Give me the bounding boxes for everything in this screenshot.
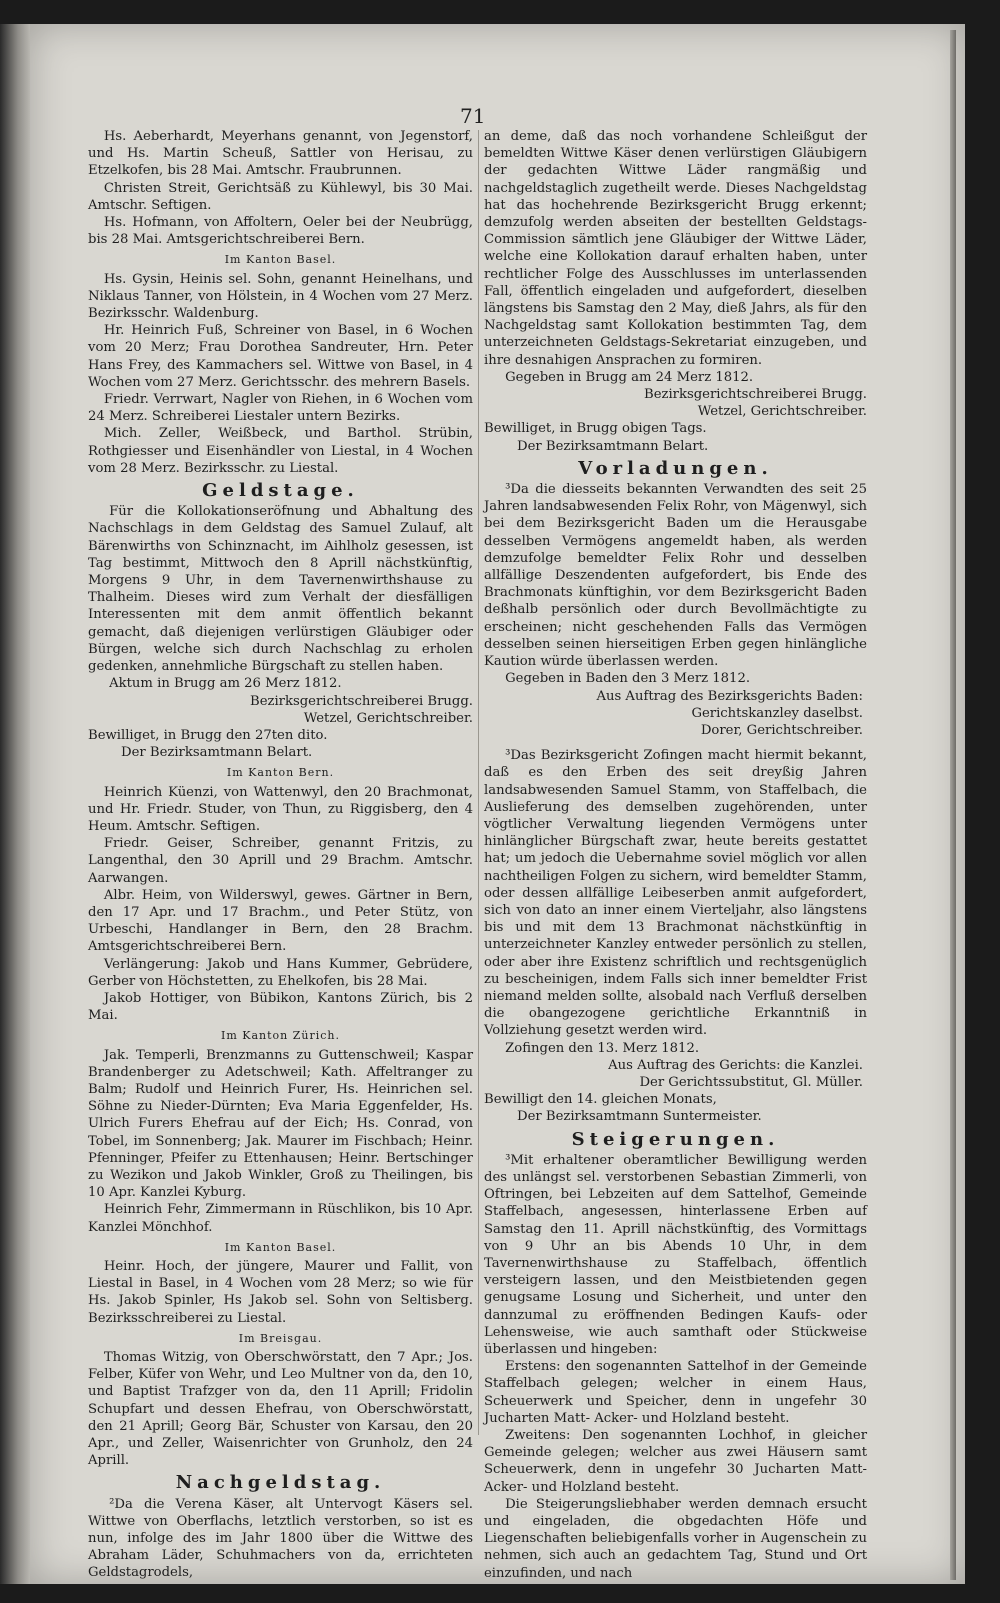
notice-paragraph: Aktum in Brugg am 26 Merz 1812. [109, 676, 342, 692]
notice-paragraph: ³Mit erhaltener oberamtlicher Bewilligung werden des unlängst sel. verstorbenen Sebastian Zimmerli, von Oftringen, bei Lebzeiten auf dem Sattelhof, Gemeinde Staffelbach, angesessen, hinterlassene Erben auf Samstag den 11. Aprill nächstkünftig, des Vormittags von 9 Uhr an bis Abends 10 Uhr, in dem Tavernenwirthshause zu Staffelbach, öffentlich versteigern lassen, und den Meistbietenden gegen genugsame Losung und Sicherheit, und unter den dannzumal zu eröffnenden Bedingen Kaufs- oder Lehensweise, wie auch samthaft oder Stückweise überlassen und hingeben: [484, 1152, 867, 1358]
notice-paragraph: Erstens: den sogenannten Sattelhof in der Gemeinde Staffelbach gelegen; welcher in einem Haus, Scheuerwerk und Speicher, denn in ungefehr 30 Jucharten Matt- Acker- und Holzland besteht. [484, 1359, 867, 1426]
notice-entry: Jakob Hottiger, von Bübikon, Kantons Zürich, bis 2 Mai. [88, 990, 473, 1024]
official-line: Der Bezirksamtmann Suntermeister. [517, 1109, 762, 1125]
signature-line: Wetzel, Gerichtschreiber. [697, 404, 867, 420]
signature-line: Aus Auftrag des Bezirksgerichts Baden: [596, 688, 863, 704]
notice-entry: Friedr. Geiser, Schreiber, genannt Fritzis, zu Langenthal, den 30 Aprill und 29 Brachm. Amtschr. Aarwangen. [88, 836, 473, 886]
notice-entry: Christen Streit, Gerichtsäß zu Kühlewyl, bis 30 Mai. Amtschr. Seftigen. [88, 180, 473, 213]
official-line: Der Bezirksamtmann Belart. [517, 438, 709, 454]
notice-paragraph: Zofingen den 13. Merz 1812. [505, 1040, 700, 1056]
section-heading: Nachgeldstag. [175, 1472, 386, 1494]
signature-line: Der Gerichtssubstitut, Gl. Müller. [639, 1074, 863, 1090]
canton-subheading: Im Breisgau. [238, 1331, 323, 1345]
notice-entry: Albr. Heim, von Wilderswyl, gewes. Gärtner in Bern, den 17 Apr. und 17 Brachm., und Peter Stütz, von Urbeschi, Handlanger in Bern, den 28 Brachm. Amtsgerichtschreiberei Bern. [88, 887, 473, 955]
signature-line: Bezirksgerichtschreiberei Brugg. [644, 387, 867, 403]
signature-line: Aus Auftrag des Gerichts: die Kanzlei. [608, 1057, 863, 1073]
notice-paragraph: ²Da die Verena Käser, alt Untervogt Käsers sel. Wittwe von Oberflachs, letztlich verstorben, so ist es nun, infolge des im Jahr 1800 über die Wittwe des Abraham Läder, Schuhmachers von da, errichteten Geldstagrodels, [88, 1496, 473, 1581]
notice-line: an deme, daß das noch vorhandene Schleißgut der bemeldten Wittwe Käser denen verlürstigen Gläubigern der gedachten Wittwe Läder rangmäßig und nachgeldstaglich zugetheilt werde. Dieses Nachgeldstag hat das hochehrende Bezirksgericht Brugg erkennt; demzufolg werden abseiten der bestellten Geldstags-Commission sämtlich jene Gläubiger der Wittwe Läder, welche eine Kollokation darauf erhalten haben, unter rechtlicher Folge des Ausschlusses im unterlassenden Fall, öffentlich eingeladen und aufgefordert, dieselben längstens bis Samstag den 2 May, dieß Jahrs, als für den Nachgeldstag samt Kollokation bestimmten Tag, dem unterzeichneten Geldstags-Sekretariat einzugeben, und ihre desnahigen Ansprachen zu formiren. [484, 129, 867, 368]
notice-entry: Friedr. Verrwart, Nagler von Riehen, in 6 Wochen vom 24 Merz. Schreiberei Liestaler untern Bezirks. [88, 392, 473, 425]
signature-line: Dorer, Gerichtschreiber. [700, 722, 863, 738]
notice-paragraph: Für die Kollokationseröfnung und Abhaltung des Nachschlags in dem Geldstag des Samuel Zulauf, alt Bärenwirths von Schinznacht, im Aihlholz gesessen, ist Tag bestimmt, Mittwoch den 8 Aprill nächstkünftig, Morgens 9 Uhr, in dem Tavernenwirthshause zu Thalheim. Dieses wird zum Verhalt der diesfälligen Interessenten mit dem anmit öffentlich bekannt gemacht, daß diejenigen verlürstigen Gläubiger oder Bürgen, welche sich durch Nachschlag zu erholen gedenken, annehmliche Bürgschaft zu stellen haben. [88, 504, 473, 675]
notice-paragraph: ³Da die diesseits bekannten Verwandten des seit 25 Jahren landsabwesenden Felix Rohr, von Mägenwyl, sich bei dem Bezirksgericht Baden um die Herausgabe desselben Vermögens angemeldt haben, als werden demzufolge bemeldter Felix Rohr und desselben allfällige Deszendenten aufgefordert, bis Ende des Brachmonats künftighin, vor dem Bezirksgericht Baden deßhalb persönlich oder durch Bevollmächtigte zu erscheinen; nicht geschehenden Falls das Vermögen desselben seinen hierseitigen Erben gegen hinlängliche Kaution würde überlassen werden. [484, 482, 867, 670]
column-divider [478, 130, 479, 1435]
section-heading: Steigerungen. [571, 1128, 780, 1150]
notice-entry: Hr. Heinrich Fuß, Schreiner von Basel, in 6 Wochen vom 20 Merz; Frau Dorothea Sandreuter, Hrn. Peter Hans Frey, des Kammachers sel. Wittwe von Basel, in 4 Wochen vom 27 Merz. Gerichtsschr. des mehrern Basels. [88, 323, 473, 390]
signature-line: Gerichtskanzley daselbst. [691, 705, 863, 721]
notice-entry: Hs. Gysin, Heinis sel. Sohn, genannt Heinelhans, und Niklaus Tanner, von Hölstein, in 4 Wochen vom 27 Merz. Bezirksschr. Waldenburg. [88, 271, 473, 322]
notice-entry: Jak. Temperli, Brenzmanns zu Guttenschweil; Kaspar Brandenberger zu Adetschweil; Kath. Affeltranger zu Balm; Rudolf und Heinrich Furer, Hs. Heinrichen sel. Söhne zu Nieder-Dürnten; Eva Maria Eggenfelder, Hs. Ulrich Furers Ehefrau auf der Eich; Hs. Conrad, von Tobel, im Sonnenberg; Jak. Maurer im Fischbach; Heinr. Pfenninger, Pfeifer zu Ettenhausen; Heinr. Bertschinger zu Wezikon und Jakob Winkler, Groß zu Theilingen, bis 10 Apr. Kanzlei Kyburg. [88, 1047, 473, 1201]
notice-entry: Thomas Witzig, von Oberschwörstatt, den 7 Apr.; Jos. Felber, Küfer von Wehr, und Leo Multner von da, den 10, und Baptist Trafzger von da, den 11 Aprill; Fridolin Schupfart und dessen Ehefrau, von Oberschwörstatt, den 21 Aprill; Georg Bär, Schuster von Karsau, den 20 Apr., und Zeller, Waisenrichter von Grunholz, den 24 Aprill. [88, 1350, 473, 1469]
notice-entry: Verlängerung: Jakob und Hans Kummer, Gebrüdere, Gerber von Höchstetten, zu Ehelkofen, bis 28 Mai. [88, 956, 473, 989]
canton-subheading: Im Kanton Basel. [224, 1240, 337, 1254]
notice-paragraph: Zweitens: Den sogenannten Lochhof, in gleicher Gemeinde gelegen; welcher aus zwei Häusern samt Scheuerwerk, denn in ungefehr 30 Jucharten Matt- Acker- und Holzland besteht. [484, 1428, 867, 1495]
signature-line: Bezirksgerichtschreiberei Brugg. [250, 693, 473, 709]
signature-line: Wetzel, Gerichtschreiber. [303, 710, 473, 726]
section-heading: Vorladungen. [578, 457, 773, 479]
official-line: Der Bezirksamtmann Belart. [121, 745, 313, 761]
paragraph-spacer [484, 739, 867, 747]
canton-subheading: Im Kanton Zürich. [220, 1029, 340, 1043]
page-number: 71 [460, 104, 486, 128]
notice-line: Bewilliget, in Brugg obigen Tags. [484, 421, 707, 437]
notice-entry: Hs. Hofmann, von Affoltern, Oeler bei der Neubrügg, bis 28 Mai. Amtsgerichtschreiberei Bern. [88, 215, 473, 248]
notice-line: Bewilliget, in Brugg den 27ten dito. [88, 727, 328, 743]
notice-paragraph: Gegeben in Brugg am 24 Merz 1812. [505, 369, 754, 385]
book-spine [0, 24, 30, 1584]
notice-paragraph: Die Steigerungsliebhaber werden demnach ersucht und eingeladen, die obgedachten Höfe und Liegenschaften beliebigenfalls vorher in Augenschein zu nehmen, sich auch an gedachtem Tag, Stund und Ort einzufinden, und nach [484, 1496, 867, 1581]
notice-entry: Mich. Zeller, Weißbeck, und Barthol. Strübin, Rothgiesser und Eisenhändler von Liestal, in 4 Wochen vom 28 Merz. Bezirksschr. zu Liestal. [88, 426, 473, 476]
notice-line: Bewilligt den 14. gleichen Monats, [484, 1092, 717, 1108]
notice-entry: Hs. Aeberhardt, Meyerhans genannt, von Jegenstorf, und Hs. Martin Scheuß, Sattler von Herisau, zu Etzelkofen, bis 28 Mai. Amtschr. Fraubrunnen. [88, 129, 473, 179]
notice-entry: Heinrich Fehr, Zimmermann in Rüschlikon, bis 10 Apr. Kanzlei Mönchhof. [88, 1202, 473, 1235]
notice-paragraph: ³Das Bezirksgericht Zofingen macht hiermit bekannt, daß es den Erben des seit dreyßig Jahren landsabwesenden Samuel Stamm, von Staffelbach, die Auslieferung des demselben zugehörenden, unter vögtlicher Verwaltung liegenden Vermögens unter hinlänglicher Bürgschaft zwar, heute bereits gestattet hat; um jedoch die Uebernahme soviel möglich vor allen nachtheiligen Folgen zu sichern, wird bemeldter Stamm, oder dessen allfällige Leibeserben anmit aufgefordert, sich von dato an inner einem Vierteljahr, also längstens bis und mit dem 13 Brachmonat nächstkünftig in unterzeichneter Kanzley entweder persönlich zu stellen, oder aber ihre Existenz schriftlich und rechtsgenüglich zu bescheinigen, indem Falls sich inner bemeldter Frist niemand melden sollte, alsobald nach Verfluß derselben die obangezogene gerichtliche Erkanntniß in Vollziehung gesetzt werden wird. [484, 748, 867, 1039]
page-edge [950, 30, 956, 1580]
left-column [88, 128, 473, 1582]
notice-paragraph: Gegeben in Baden den 3 Merz 1812. [505, 671, 751, 687]
right-column [484, 128, 867, 1582]
notice-entry: Heinrich Küenzi, von Wattenwyl, den 20 Brachmonat, und Hr. Friedr. Studer, von Thun, zu Riggisberg, den 4 Heum. Amtschr. Seftigen. [88, 784, 473, 834]
canton-subheading: Im Kanton Bern. [226, 766, 335, 780]
section-heading: Geldstage. [202, 480, 359, 502]
canton-subheading: Im Kanton Basel. [224, 253, 337, 267]
notice-entry: Heinr. Hoch, der jüngere, Maurer und Fallit, von Liestal in Basel, in 4 Wochen vom 28 Merz; so wie für Hs. Jakob Spinler, Hs Jakob sel. Sohn von Seltisberg. Bezirksschreiberei zu Liestal. [88, 1259, 473, 1326]
